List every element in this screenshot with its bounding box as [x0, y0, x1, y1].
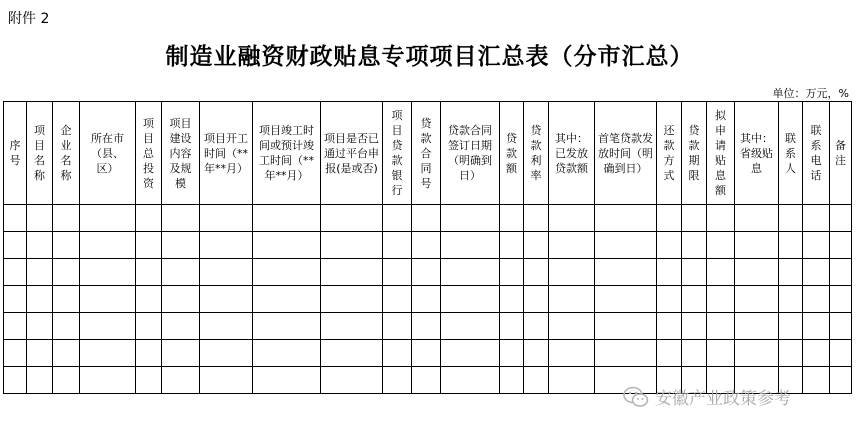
table-cell [595, 286, 657, 313]
table-cell [321, 259, 383, 286]
table-cell [707, 232, 735, 259]
table-cell [200, 286, 253, 313]
table-cell [500, 367, 524, 394]
table-cell [383, 259, 412, 286]
table-cell [657, 340, 682, 367]
table-cell [779, 259, 803, 286]
col-header: 备注 [830, 102, 852, 205]
table-cell [383, 313, 412, 340]
table-cell [253, 232, 321, 259]
col-header: 项目竣工时间或预计竣工时间（**年**月） [253, 102, 321, 205]
table-cell [830, 232, 852, 259]
table-cell [524, 232, 549, 259]
table-cell [412, 259, 441, 286]
col-header: 贷款期限 [682, 102, 707, 205]
table-cell [162, 232, 200, 259]
table-cell [735, 286, 779, 313]
table-cell [779, 340, 803, 367]
col-header: 贷款合同签订日期（明确到日） [441, 102, 500, 205]
table-cell [321, 205, 383, 232]
table-cell [441, 232, 500, 259]
table-cell [383, 367, 412, 394]
table-cell [27, 340, 53, 367]
col-header: 项目总投资 [136, 102, 162, 205]
table-cell [803, 205, 830, 232]
table-cell [803, 313, 830, 340]
col-header: 企业名称 [53, 102, 80, 205]
table-cell [4, 232, 27, 259]
col-header: 贷款额 [500, 102, 524, 205]
table-cell [682, 286, 707, 313]
table-cell [830, 340, 852, 367]
col-header: 项目贷款银行 [383, 102, 412, 205]
page-title: 制造业融资财政贴息专项项目汇总表（分市汇总） [165, 44, 694, 70]
table-cell [200, 367, 253, 394]
table-cell [53, 286, 80, 313]
table-cell [803, 286, 830, 313]
table-cell [253, 340, 321, 367]
table-cell [595, 232, 657, 259]
table-cell [707, 313, 735, 340]
col-header: 拟申请贴息额 [707, 102, 735, 205]
table-cell [412, 205, 441, 232]
table-cell [682, 232, 707, 259]
table-cell [803, 340, 830, 367]
table-cell [657, 205, 682, 232]
table-cell [162, 259, 200, 286]
table-cell [253, 205, 321, 232]
table-cell [253, 313, 321, 340]
table-cell [4, 286, 27, 313]
table-cell [4, 367, 27, 394]
table-cell [383, 232, 412, 259]
table-cell [27, 205, 53, 232]
table-cell [200, 313, 253, 340]
table-cell [27, 232, 53, 259]
table-cell [80, 313, 136, 340]
table-cell [80, 286, 136, 313]
table-cell [707, 340, 735, 367]
table-cell [200, 340, 253, 367]
table-cell [500, 232, 524, 259]
col-header: 首笔贷款发放时间（明确到日） [595, 102, 657, 205]
table-cell [500, 340, 524, 367]
table-cell [27, 367, 53, 394]
table-cell [321, 313, 383, 340]
summary-table [3, 101, 852, 394]
table-cell [136, 205, 162, 232]
table-cell [53, 205, 80, 232]
col-header: 联系电话 [803, 102, 830, 205]
table-cell [412, 232, 441, 259]
unit-label: 单位：万元，% [772, 87, 849, 100]
table-cell [80, 367, 136, 394]
table-cell [549, 232, 595, 259]
table-cell [595, 340, 657, 367]
table-cell [80, 340, 136, 367]
table-row [4, 259, 852, 286]
table-cell [253, 367, 321, 394]
table-cell [383, 286, 412, 313]
table-cell [162, 286, 200, 313]
table-cell [383, 340, 412, 367]
table-cell [27, 286, 53, 313]
table-cell [830, 286, 852, 313]
table-cell [657, 286, 682, 313]
table-cell [682, 259, 707, 286]
table-cell [707, 205, 735, 232]
table-body [4, 205, 852, 394]
table-cell [253, 286, 321, 313]
table-cell [735, 340, 779, 367]
table-cell [53, 340, 80, 367]
table-cell [779, 286, 803, 313]
table-cell [4, 313, 27, 340]
table-cell [549, 259, 595, 286]
table-cell [549, 286, 595, 313]
table-cell [524, 340, 549, 367]
attachment-label: 附件 2 [8, 11, 50, 27]
table-cell [162, 340, 200, 367]
table-cell [136, 286, 162, 313]
table-cell [136, 340, 162, 367]
table-cell [321, 232, 383, 259]
table-cell [412, 367, 441, 394]
col-header: 其中：已发放贷款额 [549, 102, 595, 205]
table-cell [441, 286, 500, 313]
col-header: 项目建设内容及规模 [162, 102, 200, 205]
table-cell [27, 313, 53, 340]
table-cell [500, 286, 524, 313]
table-cell [412, 286, 441, 313]
table-cell [200, 259, 253, 286]
table-cell [779, 232, 803, 259]
table-cell [524, 205, 549, 232]
table-cell [595, 259, 657, 286]
table-cell [412, 340, 441, 367]
table-cell [803, 259, 830, 286]
table-cell [4, 340, 27, 367]
header-row [4, 102, 852, 205]
table-cell [441, 205, 500, 232]
col-header: 序号 [4, 102, 27, 205]
table-cell [682, 313, 707, 340]
table-cell [53, 313, 80, 340]
table-cell [162, 205, 200, 232]
col-header: 其中：省级贴息 [735, 102, 779, 205]
table-cell [524, 259, 549, 286]
table-cell [321, 367, 383, 394]
table-cell [53, 367, 80, 394]
table-cell [441, 340, 500, 367]
table-cell [735, 313, 779, 340]
table-cell [500, 259, 524, 286]
table-cell [524, 313, 549, 340]
table-cell [549, 205, 595, 232]
table-cell [80, 259, 136, 286]
col-header: 项目是否已通过平台申报(是或否) [321, 102, 383, 205]
col-header: 贷款合同号 [412, 102, 441, 205]
table-cell [830, 205, 852, 232]
table-cell [735, 205, 779, 232]
table-cell [200, 205, 253, 232]
table-cell [524, 367, 549, 394]
table-cell [412, 313, 441, 340]
table-cell [549, 367, 595, 394]
col-header: 还款方式 [657, 102, 682, 205]
table-cell [682, 340, 707, 367]
table-cell [779, 313, 803, 340]
table-cell [549, 340, 595, 367]
wechat-icon [623, 386, 649, 408]
table-cell [80, 205, 136, 232]
table-cell [707, 259, 735, 286]
table-cell [803, 367, 830, 394]
table-cell [53, 232, 80, 259]
table-cell [657, 259, 682, 286]
col-header: 项目名称 [27, 102, 53, 205]
table-row [4, 313, 852, 340]
table-cell [321, 286, 383, 313]
table-cell [441, 313, 500, 340]
table-cell [321, 340, 383, 367]
watermark-text: 安徽产业政策参考 [655, 389, 791, 409]
table-cell [4, 205, 27, 232]
table-cell [27, 259, 53, 286]
table-cell [735, 232, 779, 259]
table-cell [136, 232, 162, 259]
col-header: 贷款利率 [524, 102, 549, 205]
table-cell [595, 205, 657, 232]
table-cell [595, 313, 657, 340]
table-row [4, 340, 852, 367]
table-cell [657, 232, 682, 259]
table-cell [707, 286, 735, 313]
table-cell [136, 313, 162, 340]
table-cell [4, 259, 27, 286]
table-cell [830, 367, 852, 394]
col-header: 项目开工时间（**年**月） [200, 102, 253, 205]
table-cell [803, 232, 830, 259]
table-cell [524, 286, 549, 313]
col-header: 所在市（县、区） [80, 102, 136, 205]
table-cell [441, 259, 500, 286]
table-row [4, 286, 852, 313]
table-cell [162, 313, 200, 340]
col-header: 联系人 [779, 102, 803, 205]
watermark [623, 384, 791, 409]
table-cell [500, 205, 524, 232]
table-row [4, 205, 852, 232]
table-cell [779, 205, 803, 232]
table-cell [735, 259, 779, 286]
table-cell [253, 259, 321, 286]
table-cell [830, 259, 852, 286]
table-row [4, 232, 852, 259]
table-cell [383, 205, 412, 232]
table-cell [136, 367, 162, 394]
table-cell [549, 313, 595, 340]
table-cell [682, 205, 707, 232]
table-cell [200, 232, 253, 259]
table-cell [53, 259, 80, 286]
table-cell [441, 367, 500, 394]
table-cell [830, 313, 852, 340]
table-cell [162, 367, 200, 394]
table-cell [136, 259, 162, 286]
table-cell [500, 313, 524, 340]
table-cell [657, 313, 682, 340]
table-cell [80, 232, 136, 259]
